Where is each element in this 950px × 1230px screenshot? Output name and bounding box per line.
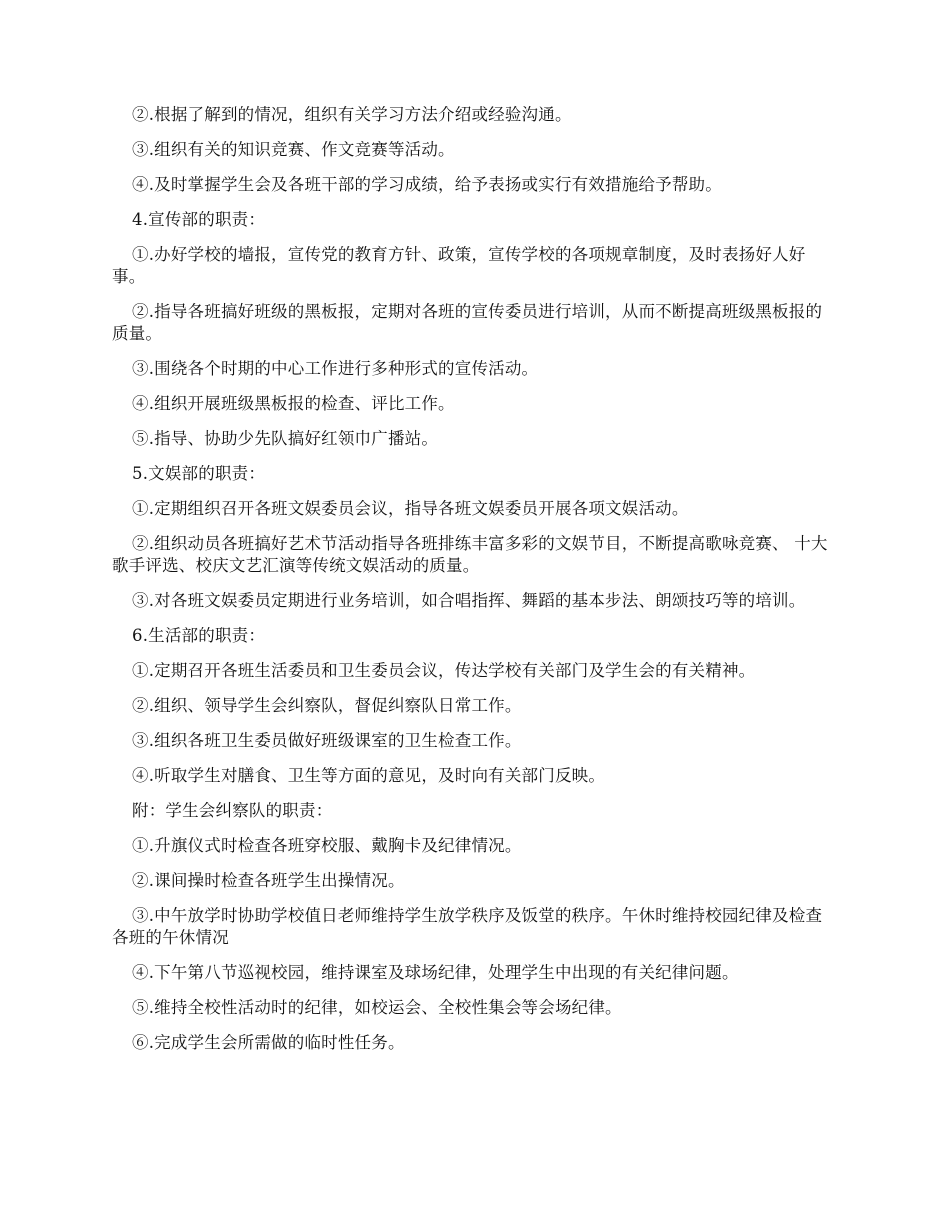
paragraph: ③.围绕各个时期的中心工作进行多种形式的宣传活动。 <box>132 359 539 378</box>
paragraph: ③.对各班文娱委员定期进行业务培训，如合唱指挥、舞蹈的基本步法、朗颂技巧等的培训。 <box>132 591 806 610</box>
paragraph: ①.定期组织召开各班文娱委员会议，指导各班文娱委员开展各项文娱活动。 <box>132 499 689 518</box>
document-page <box>112 104 830 1067</box>
paragraph: ①.定期召开各班生活委员和卫生委员会议，传达学校有关部门及学生会的有关精神。 <box>132 661 756 680</box>
paragraph: ②.指导各班搞好班级的黑板报，定期对各班的宣传委员进行培训，从而不断提高班级黑板报的质量。 <box>112 302 823 343</box>
paragraph: ③.中午放学时协助学校值日老师维持学生放学秩序及饭堂的秩序。午休时维持校园纪律及检查各班的午休情况 <box>112 906 823 947</box>
paragraph: ①.办好学校的墙报，宣传党的教育方针、政策，宣传学校的各项规章制度，及时表扬好人好事。 <box>112 245 806 286</box>
paragraph: ②.根据了解到的情况，组织有关学习方法介绍或经验沟通。 <box>132 105 572 124</box>
paragraph: ④.及时掌握学生会及各班干部的学习成绩，给予表扬或实行有效措施给予帮助。 <box>132 175 722 194</box>
paragraph: ④.下午第八节巡视校园，维持课室及球场纪律，处理学生中出现的有关纪律问题。 <box>132 963 739 982</box>
section-heading: 6.生活部的职责： <box>132 626 266 645</box>
paragraph: ①.升旗仪式时检查各班穿校服、戴胸卡及纪律情况。 <box>132 836 522 855</box>
paragraph: ⑤.维持全校性活动时的纪律，如校运会、全校性集会等会场纪律。 <box>132 998 622 1017</box>
paragraph: ③.组织各班卫生委员做好班级课室的卫生检查工作。 <box>132 731 522 750</box>
paragraph: ②.组织动员各班搞好艺术节活动指导各班排练丰富多彩的文娱节目，不断提高歌咏竞赛、 十大歌手评选、校庆文艺汇演等传统文娱活动的质量。 <box>112 534 828 575</box>
paragraph: ⑤.指导、协助少先队搞好红领巾广播站。 <box>132 429 439 448</box>
paragraph: ②.课间操时检查各班学生出操情况。 <box>132 871 405 890</box>
paragraph: ②.组织、领导学生会纠察队，督促纠察队日常工作。 <box>132 696 522 715</box>
paragraph: ③.组织有关的知识竞赛、作文竞赛等活动。 <box>132 140 455 159</box>
paragraph: ④.听取学生对膳食、卫生等方面的意见，及时向有关部门反映。 <box>132 766 606 785</box>
section-heading: 5.文娱部的职责： <box>132 464 266 483</box>
section-heading: 附：学生会纠察队的职责： <box>132 801 333 820</box>
paragraph: ④.组织开展班级黑板报的检查、评比工作。 <box>132 394 455 413</box>
section-heading: 4.宣传部的职责： <box>132 210 266 229</box>
paragraph: ⑥.完成学生会所需做的临时性任务。 <box>132 1033 405 1052</box>
